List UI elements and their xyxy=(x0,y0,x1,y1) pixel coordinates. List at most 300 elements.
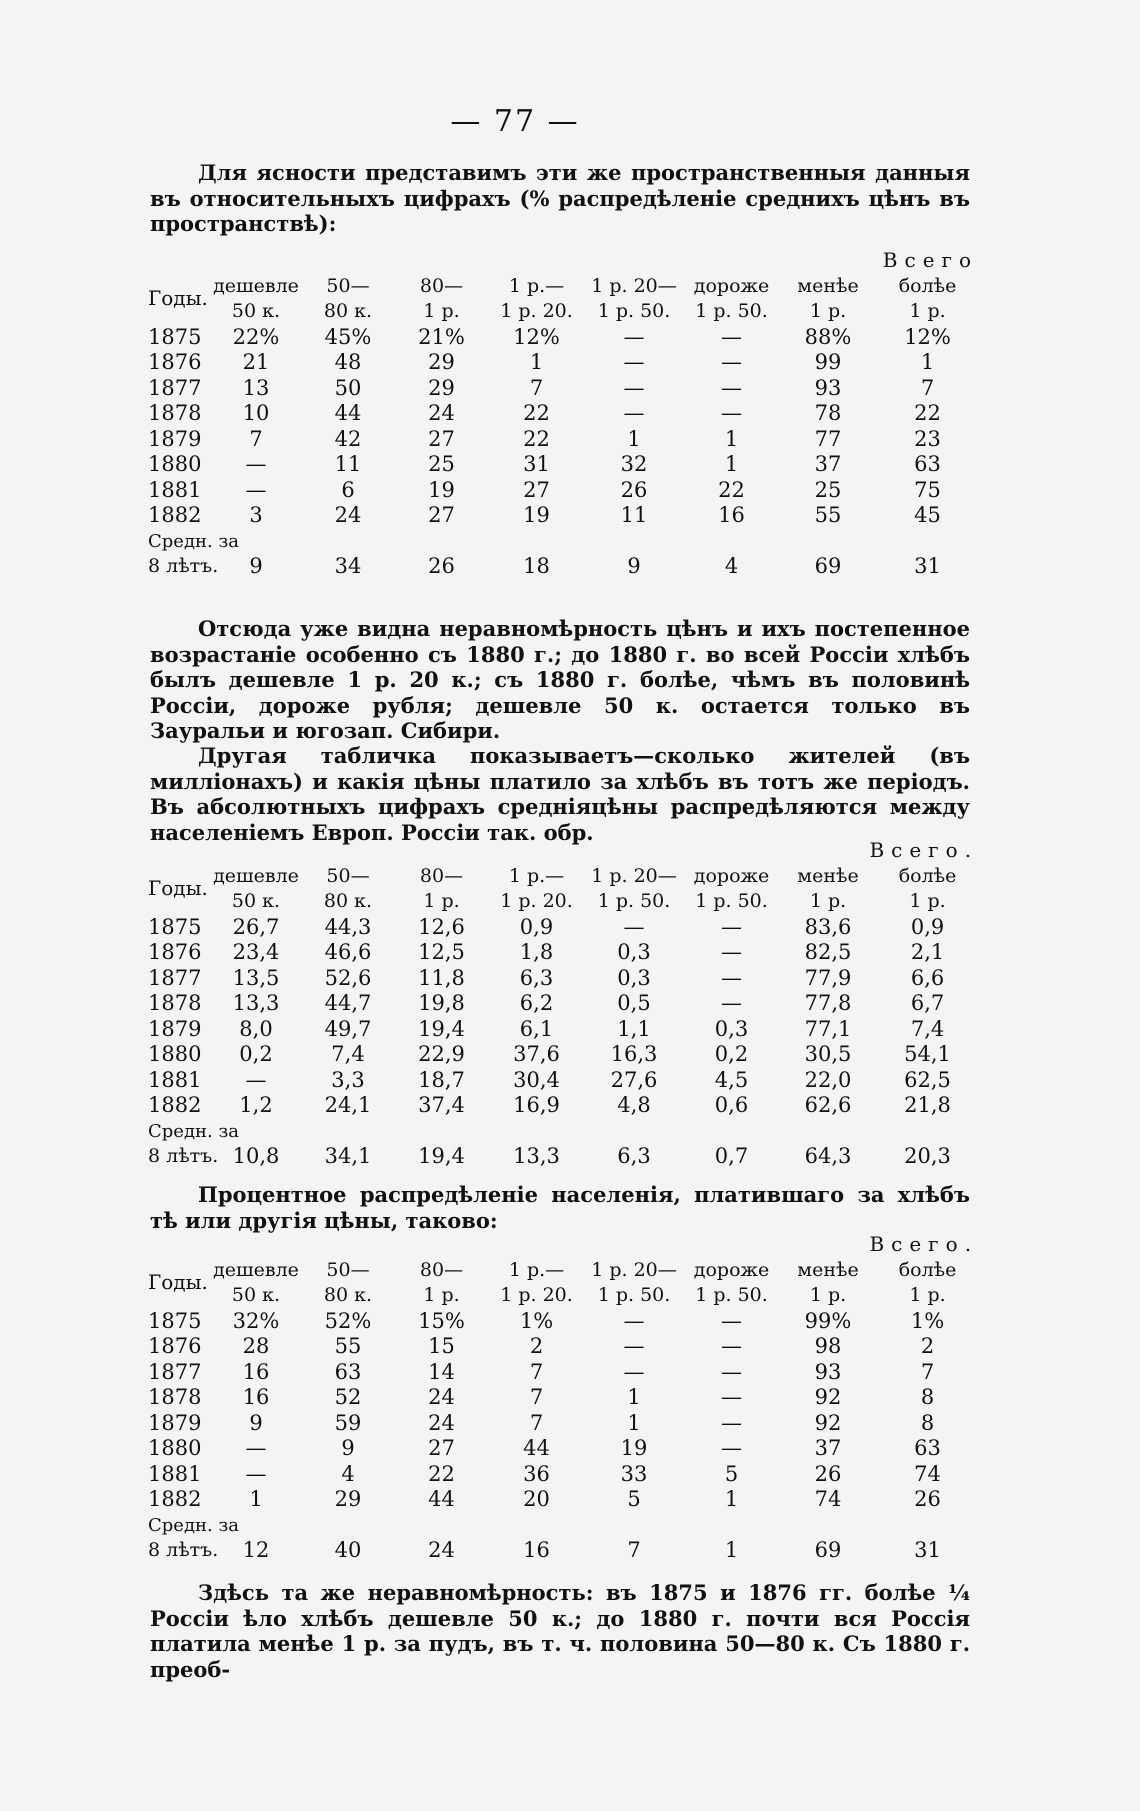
value-cell: 16,3 xyxy=(610,1042,658,1066)
value-cell: 52% xyxy=(324,1308,372,1333)
average-row xyxy=(148,1538,978,1564)
value-cell: 29 xyxy=(428,350,455,374)
table-row xyxy=(148,1017,978,1043)
value-cell: 74 xyxy=(914,1461,941,1486)
value-cell: 1,8 xyxy=(519,940,554,964)
value-cell: 24 xyxy=(428,1385,455,1409)
value-cell: 1 xyxy=(724,1487,739,1511)
value-cell: 6,6 xyxy=(910,965,945,990)
column-header-top: дешевле xyxy=(213,274,299,297)
column-header-bottom: 80 к. xyxy=(323,1284,373,1306)
year-cell: 1882 xyxy=(148,1093,202,1117)
value-cell: 44 xyxy=(523,1436,550,1460)
value-cell: 1 xyxy=(627,426,641,451)
average-cell: 26 xyxy=(428,554,455,578)
value-cell: 37,6 xyxy=(513,1042,560,1066)
column-header-bottom: 50 к. xyxy=(231,1284,281,1306)
value-cell: 92 xyxy=(814,1385,842,1409)
column-header-top: менѣе xyxy=(797,274,859,297)
value-cell: 7 xyxy=(529,1410,544,1435)
value-cell: 77 xyxy=(814,426,842,451)
value-cell: — xyxy=(245,1436,267,1460)
column-header-bottom: 1 р. xyxy=(809,890,847,912)
year-cell: 1878 xyxy=(148,991,202,1015)
value-cell: 13 xyxy=(242,375,270,400)
value-cell: 6,2 xyxy=(519,991,554,1015)
column-header-top: дороже xyxy=(693,1258,770,1281)
value-cell: 32 xyxy=(620,452,648,476)
intro-paragraph: Для ясности представимъ эти же пространственныя данныя въ относительныхъ цифрахъ (% распредѣленіе среднихъ цѣнъ въ пространствѣ): xyxy=(150,160,970,236)
average-label-bottom: 8 лѣтъ. xyxy=(148,1539,219,1561)
average-cell: 9 xyxy=(249,554,263,578)
totals-label: Всего xyxy=(882,248,979,272)
column-header-top: 1 р.— xyxy=(508,274,565,297)
value-cell: 63 xyxy=(914,1436,941,1460)
value-cell: 27 xyxy=(428,426,455,451)
value-cell: 16 xyxy=(242,1385,270,1409)
table-row xyxy=(148,452,978,478)
value-cell: 6,7 xyxy=(910,991,945,1015)
average-cell: 69 xyxy=(814,554,842,578)
value-cell: — xyxy=(623,375,645,400)
column-header-bottom: 1 р. xyxy=(809,1284,847,1306)
value-cell: 22 xyxy=(523,426,550,451)
value-cell: — xyxy=(245,1067,267,1092)
value-cell: 0,6 xyxy=(714,1093,749,1117)
value-cell: 1 xyxy=(724,426,739,451)
column-header-top: 1 р.— xyxy=(508,1258,565,1281)
table-population-percent xyxy=(148,1232,978,1564)
value-cell: 2 xyxy=(529,1334,544,1358)
value-cell: 31 xyxy=(523,452,550,476)
average-label-bottom: 8 лѣтъ. xyxy=(148,555,219,577)
value-cell: 36 xyxy=(523,1461,550,1486)
table-row xyxy=(148,1436,978,1462)
value-cell: 83,6 xyxy=(804,914,852,939)
value-cell: 16,9 xyxy=(513,1093,560,1117)
value-cell: 18,7 xyxy=(418,1067,465,1092)
value-cell: 44,7 xyxy=(324,991,372,1015)
table-row xyxy=(148,1309,978,1335)
table-population-millions xyxy=(148,838,978,1170)
value-cell: 6 xyxy=(341,477,355,502)
year-cell: 1882 xyxy=(148,503,202,527)
value-cell: 13,3 xyxy=(232,991,280,1015)
table-row xyxy=(148,376,978,402)
average-cell: 69 xyxy=(814,1538,842,1562)
average-cell: 1 xyxy=(724,1538,739,1562)
column-header-top: 50— xyxy=(326,274,370,297)
value-cell: — xyxy=(623,1334,645,1358)
year-cell: 1881 xyxy=(148,1461,202,1486)
column-header-bottom: 1 р. 50. xyxy=(597,1284,671,1306)
column-header-top: 50— xyxy=(326,864,370,887)
value-cell: — xyxy=(623,350,645,374)
column-header-bottom: 1 р. 50. xyxy=(695,890,768,912)
value-cell: 99 xyxy=(814,350,842,374)
value-cell: 37 xyxy=(814,1436,842,1460)
value-cell: 3 xyxy=(249,503,263,527)
average-label-bottom: 8 лѣтъ. xyxy=(148,1145,219,1167)
value-cell: 26 xyxy=(914,1487,941,1511)
value-cell: 0,9 xyxy=(910,914,945,939)
value-cell: 22,9 xyxy=(418,1042,465,1066)
value-cell: 29 xyxy=(428,375,455,400)
value-cell: — xyxy=(245,1461,267,1486)
value-cell: 15 xyxy=(428,1334,455,1358)
value-cell: 22% xyxy=(232,324,280,349)
value-cell: 24 xyxy=(428,1410,455,1435)
value-cell: 37 xyxy=(814,452,842,476)
value-cell: 19,4 xyxy=(418,1016,465,1041)
value-cell: 77,8 xyxy=(804,991,852,1015)
value-cell: 4,5 xyxy=(714,1067,749,1092)
year-cell: 1876 xyxy=(148,940,202,964)
average-cell: 64,3 xyxy=(804,1144,852,1168)
year-cell: 1878 xyxy=(148,1385,202,1409)
column-header-bottom: 1 р. 20. xyxy=(500,1284,573,1306)
value-cell: 30,5 xyxy=(804,1042,852,1066)
value-cell: — xyxy=(623,914,645,939)
value-cell: 78 xyxy=(814,401,842,425)
value-cell: 48 xyxy=(334,350,362,374)
average-cell: 0,7 xyxy=(714,1144,749,1168)
column-header-top: дороже xyxy=(693,864,770,887)
value-cell: 11 xyxy=(620,503,648,527)
value-cell: 62,5 xyxy=(904,1067,951,1092)
year-cell: 1879 xyxy=(148,1016,202,1041)
value-cell: 26 xyxy=(814,1461,842,1486)
value-cell: 7 xyxy=(249,426,263,451)
value-cell: 0,3 xyxy=(617,965,651,990)
value-cell: 2 xyxy=(920,1334,935,1358)
year-cell: 1881 xyxy=(148,477,202,502)
value-cell: 7 xyxy=(529,1385,544,1409)
value-cell: 10 xyxy=(242,401,270,425)
value-cell: 92 xyxy=(814,1410,842,1435)
value-cell: 0,2 xyxy=(714,1042,749,1066)
value-cell: 1 xyxy=(920,350,935,374)
table-row xyxy=(148,940,978,966)
column-header-top: 80— xyxy=(419,864,464,887)
value-cell: — xyxy=(721,1334,742,1358)
year-cell: 1875 xyxy=(148,1308,202,1333)
value-cell: 21 xyxy=(242,350,270,374)
average-cell: 34 xyxy=(334,554,362,578)
value-cell: 21% xyxy=(418,324,465,349)
value-cell: 62,6 xyxy=(804,1093,852,1117)
column-header-bottom: 1 р. 50. xyxy=(695,1284,768,1306)
value-cell: 26 xyxy=(620,477,648,502)
year-cell: 1877 xyxy=(148,965,202,990)
column-header-bottom: 1 р. 20. xyxy=(500,300,573,322)
column-header-top: 1 р.— xyxy=(508,864,565,887)
value-cell: — xyxy=(721,940,742,964)
value-cell: 3,3 xyxy=(331,1067,365,1092)
value-cell: — xyxy=(721,965,742,990)
column-header-bottom: 1 р. xyxy=(909,1284,946,1306)
value-cell: 32% xyxy=(232,1308,280,1333)
column-header-bottom: 1 р. xyxy=(423,890,460,912)
value-cell: 0,9 xyxy=(519,914,554,939)
value-cell: 11,8 xyxy=(418,965,465,990)
value-cell: 1% xyxy=(910,1308,945,1333)
column-header-bottom: 50 к. xyxy=(231,890,281,912)
value-cell: 19 xyxy=(620,1436,648,1460)
years-header: Годы. xyxy=(148,876,208,901)
column-header-bottom: 1 р. xyxy=(423,1284,460,1306)
value-cell: 49,7 xyxy=(324,1016,372,1041)
column-header-top: 1 р. 20— xyxy=(591,1258,677,1281)
year-cell: 1876 xyxy=(148,1334,202,1358)
column-header-bottom: 1 р. xyxy=(909,300,946,322)
average-cell: 10,8 xyxy=(232,1144,280,1168)
year-cell: 1882 xyxy=(148,1487,202,1511)
column-header-top: болѣе xyxy=(898,864,957,887)
table-row xyxy=(148,427,978,453)
average-cell: 9 xyxy=(627,554,641,578)
average-row xyxy=(148,554,978,580)
value-cell: 33 xyxy=(620,1461,648,1486)
years-header: Годы. xyxy=(148,286,208,311)
value-cell: 6,3 xyxy=(519,965,554,990)
value-cell: 19 xyxy=(428,477,455,502)
value-cell: 4 xyxy=(341,1461,355,1486)
value-cell: 24,1 xyxy=(324,1093,372,1117)
value-cell: — xyxy=(721,1436,742,1460)
column-header-bottom: 1 р. 50. xyxy=(597,890,671,912)
average-label-top: Средн. за xyxy=(148,1120,240,1142)
table-row xyxy=(148,1462,978,1488)
column-header-bottom: 1 р. xyxy=(809,300,847,322)
value-cell: 27,6 xyxy=(610,1067,658,1092)
average-cell: 12 xyxy=(242,1538,270,1562)
average-cell: 6,3 xyxy=(617,1144,651,1168)
paragraph-4: Процентное распредѣленіе населенія, платившаго за хлѣбъ тѣ или другія цѣны, таково: xyxy=(150,1182,970,1233)
value-cell: 42 xyxy=(334,426,362,451)
value-cell: 24 xyxy=(428,401,455,425)
value-cell: 82,5 xyxy=(804,940,852,964)
column-header-bottom: 1 р. xyxy=(423,300,460,322)
column-header-top: дороже xyxy=(693,274,770,297)
value-cell: 9 xyxy=(249,1410,263,1435)
column-header-bottom: 1 р. 50. xyxy=(695,300,768,322)
value-cell: 21,8 xyxy=(904,1093,951,1117)
value-cell: — xyxy=(623,1308,645,1333)
average-cell: 20,3 xyxy=(904,1144,951,1168)
average-cell: 7 xyxy=(627,1538,641,1562)
year-cell: 1880 xyxy=(148,1436,202,1460)
value-cell: 27 xyxy=(428,1436,455,1460)
value-cell: 93 xyxy=(814,375,842,400)
value-cell: 22 xyxy=(914,401,941,425)
value-cell: 45 xyxy=(914,503,941,527)
value-cell: 24 xyxy=(334,503,362,527)
value-cell: 30,4 xyxy=(513,1067,560,1092)
value-cell: 26,7 xyxy=(232,914,280,939)
value-cell: 77,1 xyxy=(804,1016,852,1041)
column-header-top: 1 р. 20— xyxy=(591,274,677,297)
year-cell: 1880 xyxy=(148,452,202,476)
value-cell: 23 xyxy=(914,426,941,451)
average-cell: 31 xyxy=(914,554,941,578)
value-cell: 37,4 xyxy=(418,1093,465,1117)
value-cell: 4,8 xyxy=(617,1093,651,1117)
value-cell: 5 xyxy=(627,1487,641,1511)
value-cell: 93 xyxy=(814,1359,842,1384)
value-cell: 7 xyxy=(920,375,935,400)
value-cell: 25 xyxy=(428,452,455,476)
value-cell: 1 xyxy=(529,350,544,374)
value-cell: 12% xyxy=(513,324,560,349)
value-cell: 12% xyxy=(904,324,951,349)
paragraph-2: Отсюда уже видна неравномѣрность цѣнъ и ихъ постепенное возрастаніе особенно съ 1880 г.; до 1880 г. во всей Россіи хлѣбъ былъ дешевле 1 р. 20 к.; съ 1880 г. болѣе, чѣмъ въ половинѣ Россіи, дороже рубля; дешевле 50 к. остается только въ Зауральи и югозап. Сибири. xyxy=(150,616,970,743)
value-cell: — xyxy=(721,914,742,939)
value-cell: 63 xyxy=(334,1359,362,1384)
table-row xyxy=(148,1487,978,1513)
value-cell: 2,1 xyxy=(910,940,945,964)
value-cell: — xyxy=(721,1359,742,1384)
paragraph-3: Другая табличка показываетъ—сколько жителей (въ милліонахъ) и какія цѣны платило за хлѣбъ въ тотъ же періодъ. Въ абсолютныхъ цифрахъ средніяцѣны распредѣляются между населеніемъ Европ. Россіи так. обр. xyxy=(150,743,970,845)
years-header: Годы. xyxy=(148,1270,208,1295)
table-row xyxy=(148,478,978,504)
value-cell: — xyxy=(721,350,742,374)
average-cell: 16 xyxy=(523,1538,550,1562)
value-cell: — xyxy=(721,991,742,1015)
value-cell: 0,2 xyxy=(239,1042,273,1066)
column-header-top: дешевле xyxy=(213,864,299,887)
value-cell: — xyxy=(623,401,645,425)
value-cell: 19,8 xyxy=(418,991,465,1015)
table-row xyxy=(148,1334,978,1360)
totals-label: Всего. xyxy=(869,838,979,862)
value-cell: 7,4 xyxy=(910,1016,945,1041)
column-header-bottom: 1 р. 20. xyxy=(500,890,573,912)
year-cell: 1880 xyxy=(148,1042,202,1066)
value-cell: — xyxy=(721,1308,742,1333)
year-cell: 1875 xyxy=(148,324,202,349)
year-cell: 1877 xyxy=(148,1359,202,1384)
value-cell: 99% xyxy=(804,1308,852,1333)
table-row xyxy=(148,1360,978,1386)
value-cell: 29 xyxy=(334,1487,362,1511)
average-cell: 19,4 xyxy=(418,1144,465,1168)
value-cell: 23,4 xyxy=(232,940,280,964)
column-header-top: 1 р. 20— xyxy=(591,864,677,887)
value-cell: 75 xyxy=(914,477,941,502)
value-cell: 88% xyxy=(804,324,852,349)
value-cell: 63 xyxy=(914,452,941,476)
table-row xyxy=(148,915,978,941)
value-cell: 0,3 xyxy=(714,1016,749,1041)
value-cell: 7,4 xyxy=(331,1042,365,1066)
table-row xyxy=(148,1042,978,1068)
column-header-bottom: 50 к. xyxy=(231,300,281,322)
column-header-top: 80— xyxy=(419,274,464,297)
value-cell: 16 xyxy=(242,1359,270,1384)
average-cell: 34,1 xyxy=(324,1144,372,1168)
column-header-top: 50— xyxy=(326,1258,370,1281)
average-row xyxy=(148,1144,978,1170)
value-cell: 98 xyxy=(814,1334,842,1358)
average-cell: 4 xyxy=(724,554,739,578)
value-cell: 5 xyxy=(724,1461,739,1486)
value-cell: 1 xyxy=(249,1487,263,1511)
average-label-top: Средн. за xyxy=(148,530,240,552)
average-label-top: Средн. за xyxy=(148,1514,240,1536)
value-cell: 27 xyxy=(428,503,455,527)
value-cell: 44 xyxy=(428,1487,455,1511)
value-cell: — xyxy=(721,1410,742,1435)
year-cell: 1879 xyxy=(148,426,202,451)
value-cell: 28 xyxy=(242,1334,270,1358)
average-cell: 13,3 xyxy=(513,1144,560,1168)
year-cell: 1881 xyxy=(148,1067,202,1092)
table-row xyxy=(148,1068,978,1094)
value-cell: 22 xyxy=(428,1461,455,1486)
value-cell: 8 xyxy=(920,1385,935,1409)
value-cell: 1,1 xyxy=(617,1016,651,1041)
totals-label: Всего. xyxy=(869,1232,979,1256)
value-cell: 8 xyxy=(920,1410,935,1435)
value-cell: 0,5 xyxy=(617,991,651,1015)
value-cell: — xyxy=(623,324,645,349)
value-cell: 1,2 xyxy=(239,1093,273,1117)
paragraph-5: Здѣсь та же неравномѣрность: въ 1875 и 1876 гг. болѣе ¼ Россіи ѣло хлѣбъ дешевле 50 к.; до 1880 г. почти вся Россія платила менѣе 1 р. за пудъ, въ т. ч. половина 50—80 к. Съ 1880 г. преоб- xyxy=(150,1580,970,1682)
table-row xyxy=(148,325,978,351)
value-cell: 52,6 xyxy=(324,965,372,990)
value-cell: 44,3 xyxy=(324,914,372,939)
value-cell: — xyxy=(245,477,267,502)
year-cell: 1879 xyxy=(148,1410,202,1435)
value-cell: 20 xyxy=(523,1487,550,1511)
page-number: — 77 — xyxy=(450,104,580,139)
value-cell: — xyxy=(721,375,742,400)
value-cell: 7 xyxy=(529,375,544,400)
value-cell: 19 xyxy=(523,503,550,527)
average-cell: 40 xyxy=(334,1538,362,1562)
value-cell: 25 xyxy=(814,477,842,502)
column-header-bottom: 1 р. 50. xyxy=(597,300,671,322)
value-cell: 52 xyxy=(334,1385,362,1409)
column-header-bottom: 1 р. xyxy=(909,890,946,912)
table-row xyxy=(148,401,978,427)
value-cell: 1% xyxy=(519,1308,554,1333)
value-cell: 22 xyxy=(718,477,745,502)
table-row xyxy=(148,1385,978,1411)
value-cell: 59 xyxy=(334,1410,362,1435)
average-cell: 31 xyxy=(914,1538,941,1562)
value-cell: 55 xyxy=(814,503,842,527)
value-cell: 16 xyxy=(718,503,745,527)
column-header-top: менѣе xyxy=(797,864,859,887)
value-cell: 46,6 xyxy=(324,940,372,964)
table-row xyxy=(148,966,978,992)
value-cell: 55 xyxy=(334,1334,362,1358)
table-row xyxy=(148,991,978,1017)
value-cell: 9 xyxy=(341,1436,355,1460)
value-cell: — xyxy=(721,1385,742,1409)
value-cell: 7 xyxy=(529,1359,544,1384)
value-cell: 14 xyxy=(428,1359,455,1384)
value-cell: 15% xyxy=(418,1308,465,1333)
value-cell: 0,3 xyxy=(617,940,651,964)
value-cell: 1 xyxy=(627,1410,641,1435)
value-cell: — xyxy=(245,452,267,476)
table-row xyxy=(148,1093,978,1119)
column-header-top: менѣе xyxy=(797,1258,859,1281)
average-cell: 24 xyxy=(428,1538,455,1562)
